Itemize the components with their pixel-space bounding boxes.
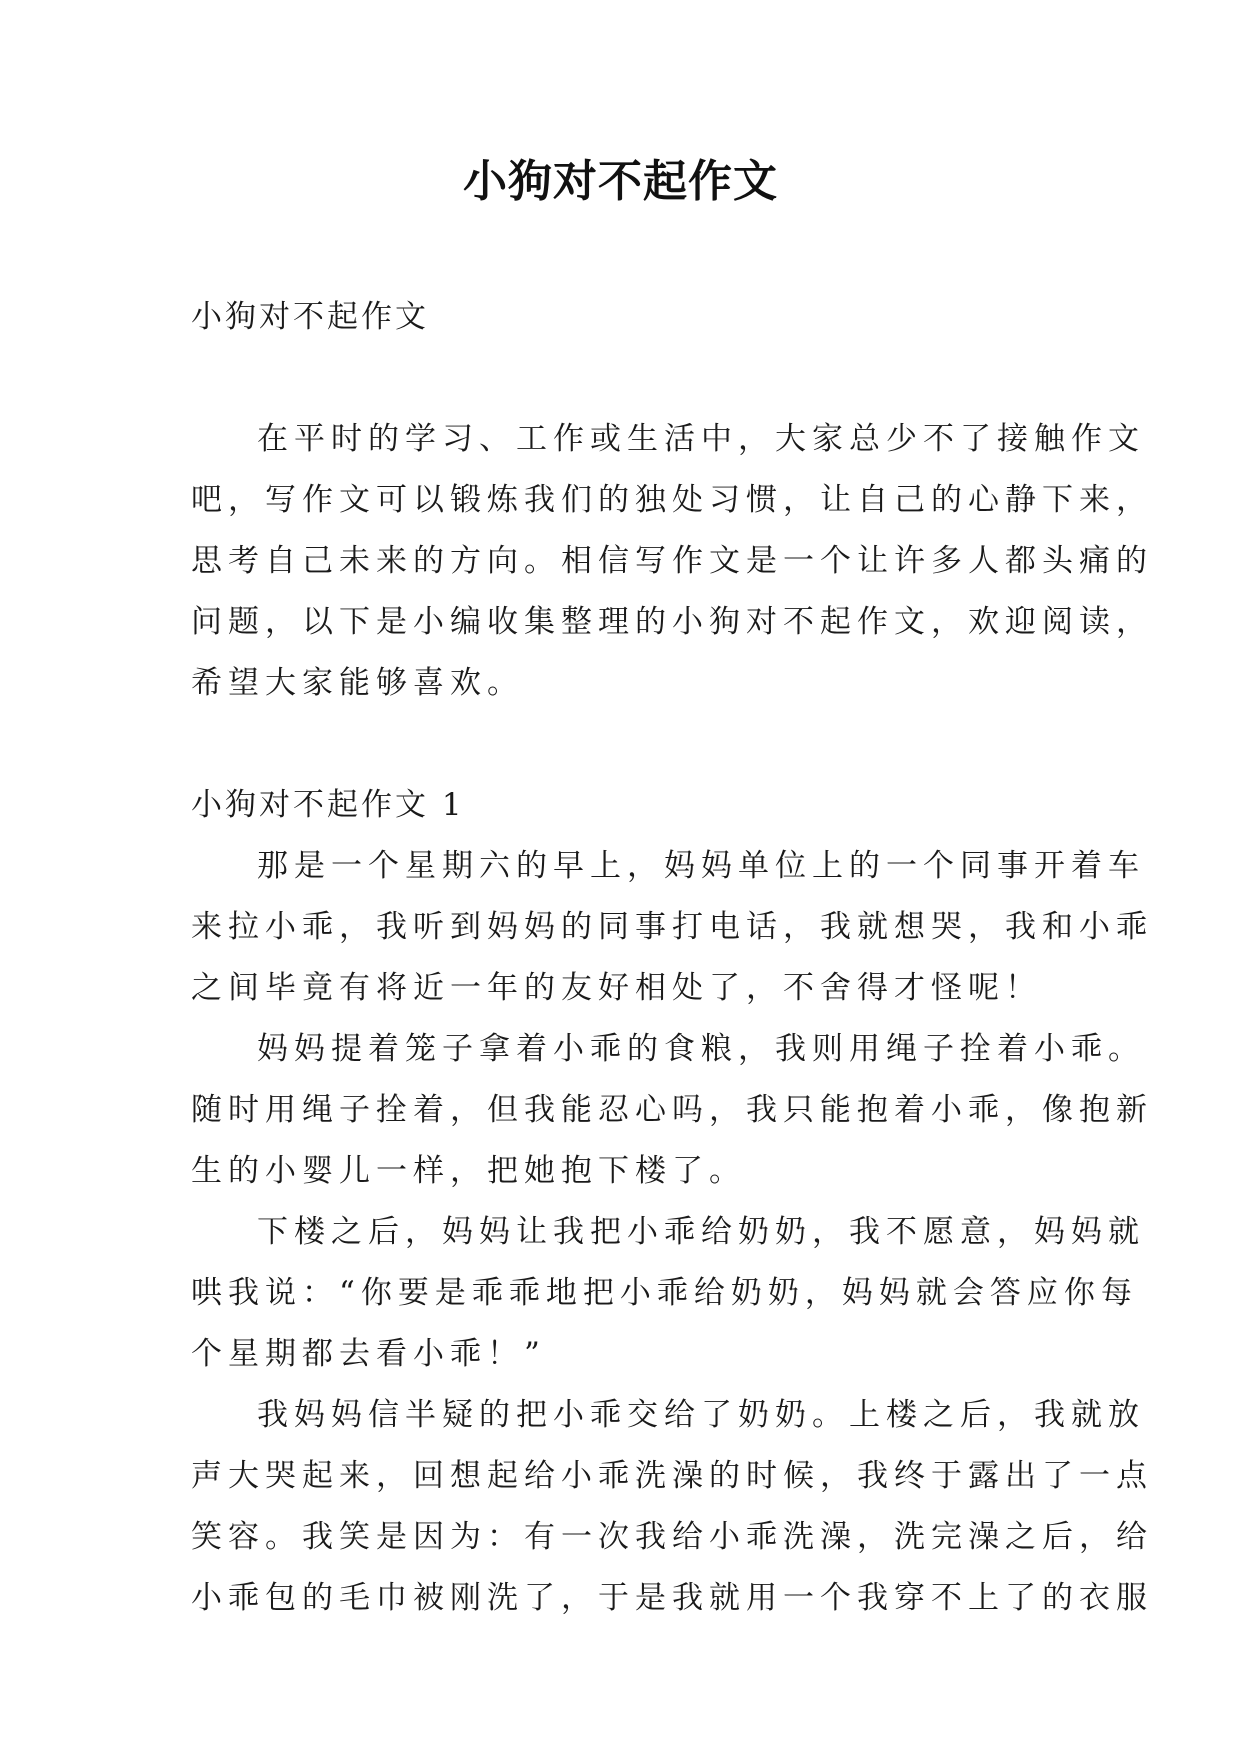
paragraph-line: 在平时的学习、工作或生活中，大家总少不了接触作文 [257,421,1145,457]
paragraph-line: 笑容。我笑是因为：有一次我给小乖洗澡，洗完澡之后，给 [191,1519,1153,1555]
paragraph-line: 个星期都去看小乖！” [191,1336,546,1372]
spacer [191,714,1061,775]
section-heading: 小狗对不起作文 1 [191,787,465,823]
paragraph-line: 那是一个星期六的早上，妈妈单位上的一个同事开着车 [257,848,1145,884]
paragraph-line: 生的小婴儿一样，把她抱下楼了。 [191,1153,746,1189]
paragraph-line: 之间毕竟有将近一年的友好相处了，不舍得才怪呢！ [191,970,1042,1006]
paragraph-line: 问题，以下是小编收集整理的小狗对不起作文，欢迎阅读， [191,604,1153,640]
paragraph-line: 我妈妈信半疑的把小乖交给了奶奶。上楼之后，我就放 [257,1397,1145,1433]
paragraph-line: 小乖包的毛巾被刚洗了，于是我就用一个我穿不上了的衣服 [191,1580,1153,1616]
story-paragraph-3 [191,1202,1145,1385]
document-body [191,287,1153,1629]
paragraph-line: 吧，写作文可以锻炼我们的独处习惯，让自己的心静下来， [191,482,1153,518]
paragraph-line: 来拉小乖，我听到妈妈的同事打电话，我就想哭，我和小乖 [191,909,1153,945]
story-paragraph-1 [191,836,1153,1019]
paragraph-line: 随时用绳子拴着，但我能忍心吗，我只能抱着小乖，像抱新 [191,1092,1153,1128]
paragraph-line: 哄我说：“你要是乖乖地把小乖给奶奶，妈妈就会答应你每 [191,1275,1138,1311]
paragraph-line: 希望大家能够喜欢。 [191,665,524,701]
page-title: 小狗对不起作文 [463,156,778,207]
paragraph-line: 声大哭起来，回想起给小乖洗澡的时候，我终于露出了一点 [191,1458,1153,1494]
paragraph-line: 下楼之后，妈妈让我把小乖给奶奶，我不愿意，妈妈就 [257,1214,1145,1250]
subtitle: 小狗对不起作文 [191,299,429,335]
story-paragraph-4 [191,1385,1153,1629]
story-paragraph-2 [191,1019,1153,1202]
paragraph-line: 思考自己未来的方向。相信写作文是一个让许多人都头痛的 [191,543,1153,579]
intro-paragraph [191,409,1153,714]
spacer [191,348,1061,409]
paragraph-line: 妈妈提着笼子拿着小乖的食粮，我则用绳子拴着小乖。 [257,1031,1145,1067]
